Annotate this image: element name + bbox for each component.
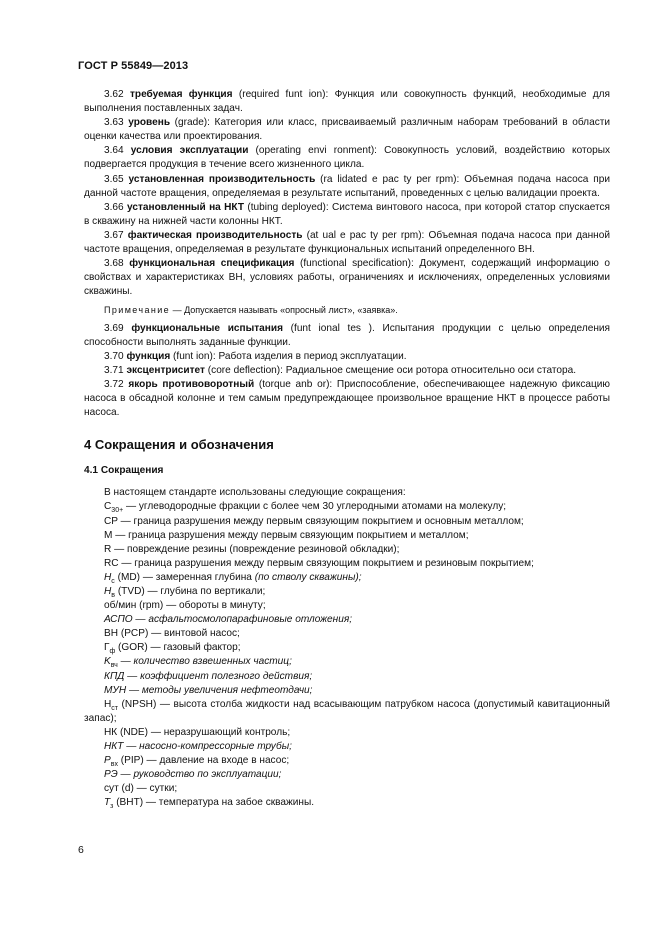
definition-text: (funt ion): Работа изделия в период эксплуатации. — [170, 350, 407, 362]
note-text: — Допускается называть «опросный лист», «заявка». — [170, 305, 398, 316]
definition-term: функция — [126, 350, 171, 362]
abbreviation-item — [84, 740, 610, 754]
definition-term: функциональная спецификация — [129, 258, 295, 270]
abbreviation-text: — руководство по эксплуатации; — [117, 769, 282, 781]
abbreviation-item — [84, 726, 610, 740]
abbreviation-subscript: вх — [110, 761, 118, 769]
abbreviation-extra: (по стволу скважины); — [254, 571, 362, 583]
abbreviation-item — [84, 670, 610, 684]
abbreviation-symbol: T — [104, 797, 111, 809]
abbreviation-symbol: Г — [104, 642, 110, 654]
definition-term: установленный на НКТ — [126, 201, 244, 213]
subsection-title: 4.1 Сокращения — [84, 465, 164, 477]
abbreviation-subscript: c — [111, 577, 115, 585]
section-intro: В настоящем стандарте использованы следующие сокращения: — [104, 487, 406, 499]
definition-item — [84, 257, 610, 299]
abbreviation-symbol: НКТ — [104, 741, 124, 753]
abbreviation-item — [84, 782, 610, 796]
definition-term: уровень — [128, 117, 171, 129]
abbreviation-text: (rpm) — обороты в минуту; — [136, 600, 266, 612]
abbreviation-item — [84, 684, 610, 698]
abbreviation-item — [84, 754, 610, 768]
definition-item — [84, 144, 610, 172]
definition-item — [84, 364, 610, 378]
definition-number: 3.69 — [104, 322, 132, 334]
abbreviation-item — [84, 500, 610, 514]
abbreviation-item — [84, 571, 610, 585]
abbreviation-symbol: АСПО — [104, 614, 133, 626]
definition-number: 3.72 — [104, 378, 129, 390]
abbreviation-text: (PCP) — винтовой насос; — [118, 628, 240, 640]
definition-text: (funt ional tes ). Испытания продукции с целью определения способности выполнять заданные функции. — [84, 322, 611, 348]
definition-item — [84, 201, 610, 229]
definition-text: (grade): Категория или класс, присваиваемый различным наборам требований в области оценки качества или проектирования. — [84, 117, 610, 143]
abbreviation-text: — граница разрушения между первым связующим покрытием и металлом; — [112, 529, 469, 541]
abbreviation-item — [84, 698, 610, 726]
abbreviation-item — [84, 627, 610, 641]
abbreviation-text: (NDE) — неразрушающий контроль; — [117, 726, 291, 738]
abbreviation-subscript: вч — [110, 662, 118, 670]
abbreviation-text: (MD) — замеренная глубина — [114, 571, 255, 583]
page-content — [84, 88, 610, 811]
abbreviation-subscript: ф — [109, 648, 116, 656]
definition-number: 3.71 — [104, 364, 127, 376]
abbreviation-symbol: K — [104, 656, 111, 668]
document-header: ГОСТ Р 55849—2013 — [78, 60, 189, 72]
definition-term: эксцентриситет — [126, 364, 205, 376]
abbreviation-text: (GOR) — газовый фактор; — [115, 642, 241, 654]
definition-text: (torque anb or): Приспособление, обеспечивающее надежную фиксацию насоса в обсадной колонне и тем самым предупреждающее произвольное вращение НКТ в процессе работы насоса. — [84, 378, 610, 419]
abbreviation-symbol: H — [104, 571, 112, 583]
abbreviation-symbol: M — [104, 529, 113, 541]
note — [84, 303, 610, 317]
abbreviation-item — [84, 641, 610, 655]
abbreviation-text: — повреждение резины (повреждение резиновой обкладки); — [111, 543, 400, 555]
definition-item — [84, 350, 610, 364]
definition-term: требуемая функция — [129, 89, 233, 100]
definition-item — [84, 173, 610, 201]
definitions-list — [84, 88, 610, 299]
abbreviation-text: — асфальтосмолопарафиновые отложения; — [132, 614, 353, 626]
section-title: 4 Сокращения и обозначения — [84, 437, 274, 453]
definition-number: 3.64 — [104, 145, 131, 157]
definition-number: 3.68 — [104, 258, 130, 270]
definition-text: (tubing deployed): Система винтового насоса, при которой статор спускается в скважину на нижней части колонны НКТ. — [84, 201, 611, 227]
definition-text: (functional specification): Документ, содержащий информацию о свойствах и характеристиках ВН, условиях работы, ограничениях и исключениях, определенных условиями скважины. — [84, 258, 610, 298]
abbreviation-subscript: ст — [111, 704, 119, 712]
definition-term: условия эксплуатации — [130, 145, 249, 157]
definition-item — [84, 378, 610, 420]
definition-text: (operating envi ronment): Совокупность условий, воздействию которых подвергается продукция в течение всего жизненного цикла. — [84, 145, 610, 171]
abbreviation-text: (d) — сутки; — [118, 783, 178, 795]
abbreviation-text: — насосно-компрессорные трубы; — [123, 741, 292, 753]
abbreviation-text: (TVD) — глубина по вертикали; — [115, 586, 266, 597]
definition-number: 3.63 — [104, 117, 129, 129]
abbreviation-text: — углеводородные фракции с более чем 30 углеродными атомами на молекулу; — [123, 501, 507, 513]
abbreviation-item — [84, 768, 610, 782]
abbreviation-symbol: RC — [104, 557, 119, 569]
definition-term: установленная производительность — [128, 173, 316, 185]
definition-item — [84, 116, 610, 144]
abbreviation-symbol: ВН — [104, 628, 119, 640]
abbreviation-item — [84, 515, 610, 529]
abbreviation-text: — граница разрушения между первым связующим покрытием и основным металлом; — [117, 515, 524, 527]
abbreviation-symbol: R — [104, 543, 112, 555]
abbreviation-item — [84, 655, 610, 669]
abbreviation-text: (ВНТ) — температура на забое скважины. — [113, 797, 315, 809]
abbreviation-text: — коэффициент полезного действия; — [124, 670, 313, 682]
abbreviations-list — [84, 500, 610, 810]
abbreviation-item — [84, 529, 610, 543]
abbreviation-symbol: C — [104, 501, 112, 513]
definition-item — [84, 229, 610, 257]
abbreviation-item — [84, 543, 610, 557]
note-label: Примечание — [104, 305, 171, 316]
abbreviation-symbol: НК — [104, 726, 118, 738]
abbreviation-symbol: МУН — [104, 684, 127, 696]
definition-item — [84, 88, 610, 116]
abbreviation-symbol: Н — [104, 698, 112, 710]
abbreviation-symbol: CP — [104, 515, 118, 527]
abbreviation-item — [84, 599, 610, 613]
abbreviation-text: — методы увеличения нефтеотдачи; — [126, 684, 313, 696]
abbreviation-text: — граница разрушения между первым связующим покрытием и резиновым покрытием; — [118, 557, 534, 569]
page-number: 6 — [78, 844, 84, 856]
definition-number: 3.70 — [104, 350, 127, 362]
abbreviation-symbol: сут — [104, 783, 119, 795]
abbreviation-item — [84, 585, 610, 599]
definition-term: якорь противоворотный — [128, 378, 255, 390]
abbreviation-subscript: з — [110, 803, 114, 811]
definition-number: 3.66 — [104, 201, 127, 213]
abbreviation-symbol: об/мин — [104, 600, 137, 612]
abbreviation-subscript: 30+ — [111, 507, 124, 515]
abbreviation-symbol: РЭ — [104, 769, 118, 781]
abbreviation-text: (PIP) — давление на входе в насос; — [117, 755, 290, 767]
definition-text: (ra lidated e pac ty per rpm): Объемная подача насоса при данной частоте вращения, определяемая в результате испытаний, проведенных с целью валидации проекта. — [84, 173, 610, 199]
abbreviation-symbol: P — [104, 755, 111, 767]
definition-term: фактическая производительность — [127, 229, 303, 241]
definition-text: (core deflection): Радиальное смещение оси ротора относительно оси статора. — [204, 364, 576, 376]
definition-text: (required funt ion): Функция или совокупность функций, необходимые для выполнения поставленных задач. — [84, 89, 610, 115]
definition-number: 3.65 — [104, 173, 129, 185]
abbreviation-subscript: в — [111, 592, 116, 599]
definitions-list-2 — [84, 322, 610, 421]
abbreviation-item — [84, 557, 610, 571]
abbreviation-symbol: КПД — [104, 670, 125, 682]
definition-number: 3.67 — [104, 229, 128, 241]
abbreviation-item — [84, 796, 610, 810]
abbreviation-text: — количество взвешенных частиц; — [117, 656, 292, 668]
abbreviation-text: (NPSH) — высота столба жидкости над всасывающим патрубком насоса (допустимый кавитационный запас); — [84, 698, 610, 724]
definition-number: 3.62 — [104, 89, 130, 100]
abbreviation-symbol: H — [104, 586, 112, 597]
definition-term: функциональные испытания — [131, 322, 283, 334]
definition-item — [84, 322, 610, 350]
abbreviation-item — [84, 613, 610, 627]
definition-text: (at ual e pac ty per rpm): Объемная подача насоса при данной частоте вращения, определяемая в результате функциональных испытаний определенного ВН. — [84, 229, 610, 256]
